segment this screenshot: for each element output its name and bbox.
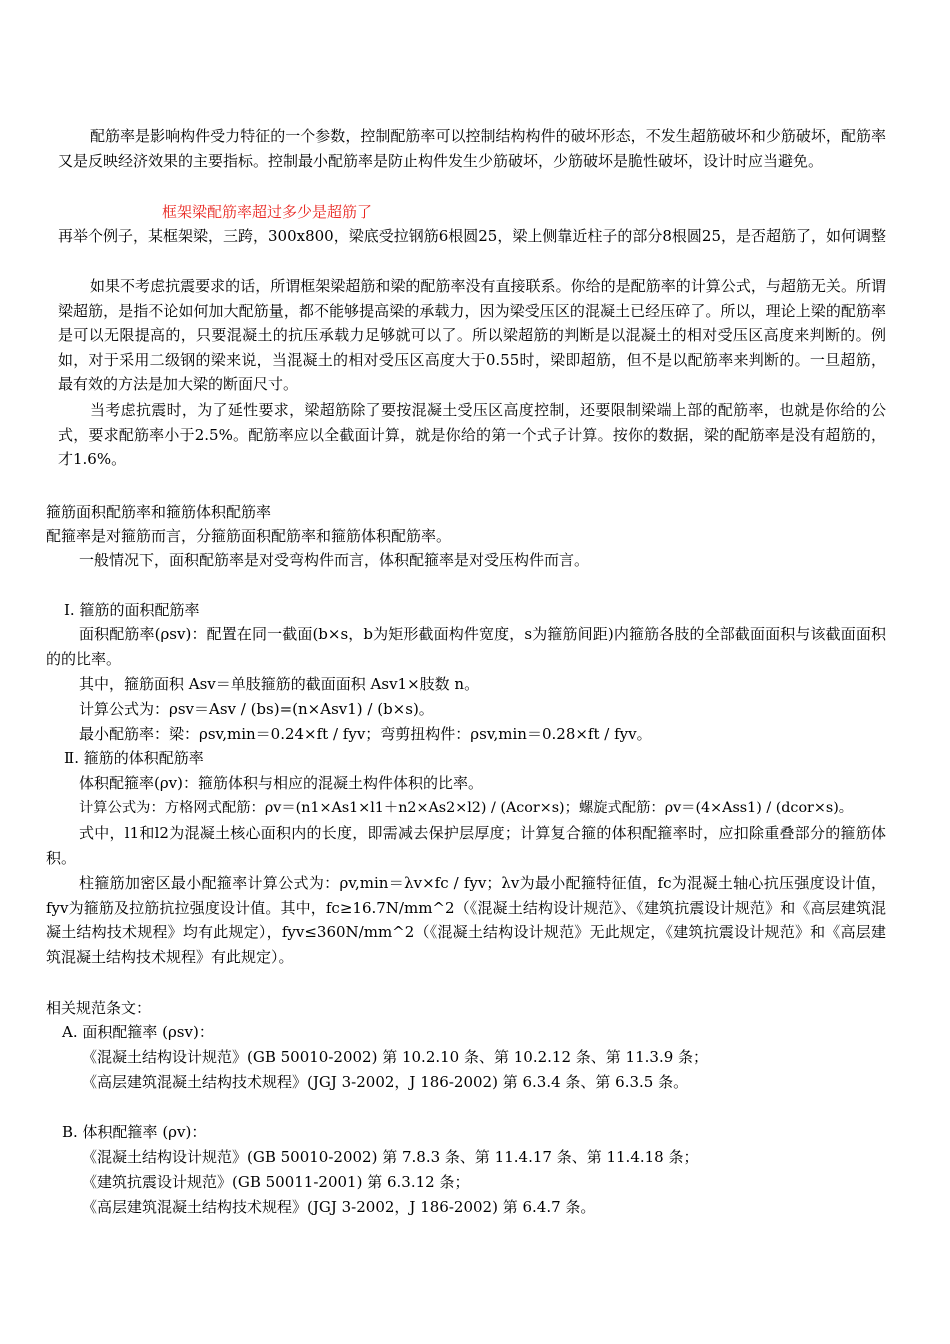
question-paragraph: 再举个例子，某框架梁，三跨，300x800，梁底受拉钢筋6根圆25，梁上侧靠近柱子的部分8根圆25，是否超筋了，如何调整 bbox=[58, 227, 886, 245]
section-2-note: 式中，l1和l2为混凝土核心面积内的长度，即需减去保护层厚度；计算复合箍的体积配箍率时，应扣除重叠部分的箍筋体积。 bbox=[46, 824, 886, 867]
section-1-title: Ⅰ. 箍筋的面积配筋率 bbox=[64, 601, 200, 619]
answer-paragraph-2: 当考虑抗震时，为了延性要求，梁超筋除了要按混凝土受压区高度控制，还要限制梁端上部的配筋率，也就是你给的公式，要求配筋率小于2.5%。配筋率应以全截面计算，就是你给的第一个式子计算。按你的数据，梁的配筋率是没有超筋的，才1.6%。 bbox=[58, 401, 886, 468]
section-2-title: Ⅱ. 箍筋的体积配筋率 bbox=[64, 749, 204, 767]
reference-a-item-2: 《高层建筑混凝土结构技术规程》(JGJ 3-2002，J 186-2002) 第 6.3.4 条、第 6.3.5 条。 bbox=[82, 1073, 689, 1091]
reference-b-item-2: 《建筑抗震设计规范》(GB 50011-2001) 第 6.3.12 条； bbox=[82, 1173, 470, 1191]
intro-paragraph: 配筋率是影响构件受力特征的一个参数，控制配筋率可以控制结构构件的破坏形态，不发生超筋破坏和少筋破坏，配筋率又是反映经济效果的主要指标。控制最小配筋率是防止构件发生少筋破坏，少筋破坏是脆性破坏，设计时应当避免。 bbox=[58, 127, 886, 170]
section-2-column-formula: 柱箍筋加密区最小配箍率计算公式为：ρv,min＝λv×fc / fyv；λv为最小配箍特征值，fc为混凝土轴心抗压强度设计值，fyv为箍筋及拉筋抗拉强度设计值。其中，fc≥16.7N/mm^2（《混凝土结构设计规范》、《建筑抗震设计规范》和《高层建筑混凝土结构技术规程》均有此规定），fyv≤360N/mm^2（《混凝土结构设计规范》无此规定，《建筑抗震设计规范》和《高层建筑混凝土结构技术规程》有此规定）。 bbox=[46, 874, 886, 966]
section-1-definition: 面积配筋率(ρsv)：配置在同一截面(b×s，b为矩形截面构件宽度，s为箍筋间距)内箍筋各肢的全部截面面积与该截面面积的的比率。 bbox=[46, 625, 886, 668]
red-heading: 框架梁配筋率超过多少是超筋了 bbox=[162, 203, 373, 221]
reference-b-item-3: 《高层建筑混凝土结构技术规程》(JGJ 3-2002，J 186-2002) 第 6.4.7 条。 bbox=[82, 1198, 596, 1216]
section-1-formula: 计算公式为：ρsv＝Asv / (bs)=(n×Asv1) / (b×s)。 bbox=[79, 700, 434, 718]
stirrup-definition: 配箍率是对箍筋而言，分箍筋面积配筋率和箍筋体积配筋率。 bbox=[46, 527, 452, 545]
section-2-definition: 体积配箍率(ρv)：箍筋体积与相应的混凝土构件体积的比率。 bbox=[79, 774, 483, 792]
reference-b-item-1: 《混凝土结构设计规范》(GB 50010-2002) 第 7.8.3 条、第 11.4.17 条、第 11.4.18 条； bbox=[82, 1148, 699, 1166]
stirrup-title: 箍筋面积配筋率和箍筋体积配筋率 bbox=[46, 503, 272, 521]
section-2-formula: 计算公式为：方格网式配筋：ρv＝(n1×As1×l1＋n2×As2×l2) / (Acor×s)；螺旋式配筋：ρv＝(4×Ass1) / (dcor×s)。 bbox=[79, 800, 854, 816]
section-1-asv: 其中，箍筋面积 Asv＝单肢箍筋的截面面积 Asv1×肢数 n。 bbox=[79, 675, 480, 693]
references-title: 相关规范条文： bbox=[46, 999, 152, 1017]
reference-a-title: A. 面积配箍率 (ρsv)： bbox=[62, 1023, 214, 1041]
stirrup-general: 一般情况下，面积配筋率是对受弯构件而言，体积配箍率是对受压构件而言。 bbox=[79, 551, 590, 569]
reference-a-item-1: 《混凝土结构设计规范》(GB 50010-2002) 第 10.2.10 条、第 10.2.12 条、第 11.3.9 条； bbox=[82, 1048, 709, 1066]
reference-b-title: B. 体积配箍率 (ρv)： bbox=[62, 1123, 207, 1141]
answer-paragraph-1: 如果不考虑抗震要求的话，所谓框架梁超筋和梁的配筋率没有直接联系。你给的是配筋率的计算公式，与超筋无关。所谓梁超筋，是指不论如何加大配筋量，都不能够提高梁的承载力，因为梁受压区的混凝土已经压碎了。所以，理论上梁的配筋率是可以无限提高的，只要混凝土的抗压承载力足够就可以了。所以梁超筋的判断是以混凝土的相对受压区高度来判断的。例如，对于采用二级钢的梁来说，当混凝土的相对受压区高度大于0.55时，梁即超筋，但不是以配筋率来判断的。一旦超筋，最有效的方法是加大梁的断面尺寸。 bbox=[58, 277, 886, 393]
section-1-minimum: 最小配筋率：梁：ρsv,min＝0.24×ft / fyv；弯剪扭构件：ρsv,min＝0.28×ft / fyv。 bbox=[79, 725, 652, 743]
